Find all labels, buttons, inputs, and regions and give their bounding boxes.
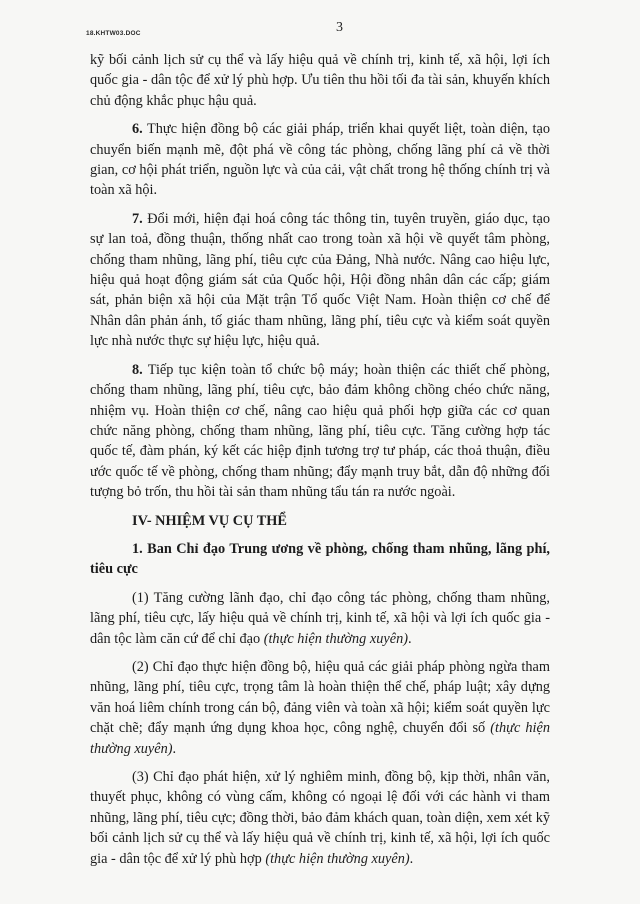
item-text: (3) Chỉ đạo phát hiện, xử lý nghiêm minh, đồng bộ, kịp thời, nhân văn, thuyết phục, không có vùng cấm, không có ngoại lệ đối với các hành vi tham nhũng, lãng phí, tiêu cực; đồng thời, bảo đảm khách quan, toàn diện, xem xét kỹ bối cảnh lịch sử cụ thể và lấy hiệu quả về chính trị, kinh tế, xã hội, lợi ích quốc gia - dân tộc để xử lý phù hợp — [90, 769, 550, 867]
paragraph-number: 8. — [132, 361, 143, 378]
paragraph-text: Đổi mới, hiện đại hoá công tác thông tin, tuyên truyền, giáo dục, tạo sự lan toả, đồng thuận, thống nhất cao trong toàn xã hội về quyết tâm phòng, chống tham nhũng, lãng phí, tiêu cực của Đảng, Nhà nước. Nâng cao hiệu lực, hiệu quả hoạt động giám sát của Quốc hội, Hội đồng nhân dân các cấp; giám sát, phản biện xã hội của Mặt trận Tổ quốc Việt Nam. Hoàn thiện cơ chế để Nhân dân phản ánh, tố giác tham nhũng, lãng phí, tiêu cực và kiểm soát quyền lực nhà nước thực sự hiệu lực, hiệu quả. — [90, 210, 550, 350]
paragraph-text: Tiếp tục kiện toàn tổ chức bộ máy; hoàn thiện các thiết chế phòng, chống tham nhũng, lãng phí, tiêu cực, bảo đảm không chồng chéo chức năng, nhiệm vụ. Hoàn thiện cơ chế, nâng cao hiệu quả phối hợp giữa các cơ quan chức năng phòng, chống tham nhũng, lãng phí, tiêu cực. Tăng cường hợp tác quốc tế, đàm phán, ký kết các hiệp định tương trợ tư pháp, các thoả thuận, điều ước quốc tế về phòng, chống tham nhũng; đẩy mạnh truy bắt, dẫn độ những đối tượng bỏ trốn, thu hồi tài sản tham nhũng tẩu tán ra nước ngoài. — [90, 361, 550, 501]
paragraph-number: 7. — [132, 210, 143, 227]
item-2 — [90, 657, 550, 759]
item-note: (thực hiện thường xuyên) — [263, 630, 408, 647]
item-1 — [90, 588, 550, 649]
item-text: (2) Chỉ đạo thực hiện đồng bộ, hiệu quả các giải pháp phòng ngừa tham nhũng, lãng phí, tiêu cực, trọng tâm là hoàn thiện thể chế, pháp luật; xây dựng văn hoá liêm chính trong cán bộ, đảng viên và toàn xã hội; kiểm soát quyền lực chặt chẽ; đẩy mạnh ứng dụng khoa học, công nghệ, chuyển đổi số — [90, 658, 550, 737]
document-code: 18.KHTW03.DOC — [86, 30, 141, 37]
paragraph-text: Thực hiện đồng bộ các giải pháp, triển khai quyết liệt, toàn diện, tạo chuyển biến mạnh mẽ, đột phá về công tác phòng, chống lãng phí cả về thời gian, cơ hội phát triển, nguồn lực và của cải, vật chất trong hệ thống chính trị và toàn xã hội. — [90, 121, 550, 199]
item-text: (1) Tăng cường lãnh đạo, chỉ đạo công tác phòng, chống tham nhũng, lãng phí, tiêu cực, lấy hiệu quả về chính trị, kinh tế, xã hội và lợi ích quốc gia - dân tộc làm căn cứ để chỉ đạo — [90, 589, 550, 647]
item-note: (thực hiện thường xuyên) — [90, 720, 550, 757]
paragraph-7 — [90, 209, 550, 352]
item-note: (thực hiện thường xuyên) — [265, 850, 410, 867]
subsection-heading: 1. Ban Chỉ đạo Trung ương về phòng, chống tham nhũng, lãng phí, tiêu cực — [90, 540, 550, 578]
paragraph-6 — [90, 119, 550, 201]
item-end: . — [408, 630, 412, 647]
item-3 — [90, 767, 550, 869]
page-number: 3 — [336, 20, 343, 35]
paragraph-8 — [90, 360, 550, 503]
section-heading: IV- NHIỆM VỤ CỤ THỂ — [132, 512, 287, 529]
item-end: . — [409, 850, 414, 867]
paragraph-continued: kỹ bối cảnh lịch sử cụ thể và lấy hiệu quả về chính trị, kinh tế, xã hội, lợi ích quốc gia - dân tộc để xử lý phù hợp. Ưu tiên thu hồi tối đa tài sản, khuyến khích chủ động khắc phục hậu quả. — [90, 52, 550, 109]
document-body — [90, 50, 550, 877]
item-end: . — [172, 740, 177, 757]
paragraph-number: 6. — [132, 121, 143, 138]
